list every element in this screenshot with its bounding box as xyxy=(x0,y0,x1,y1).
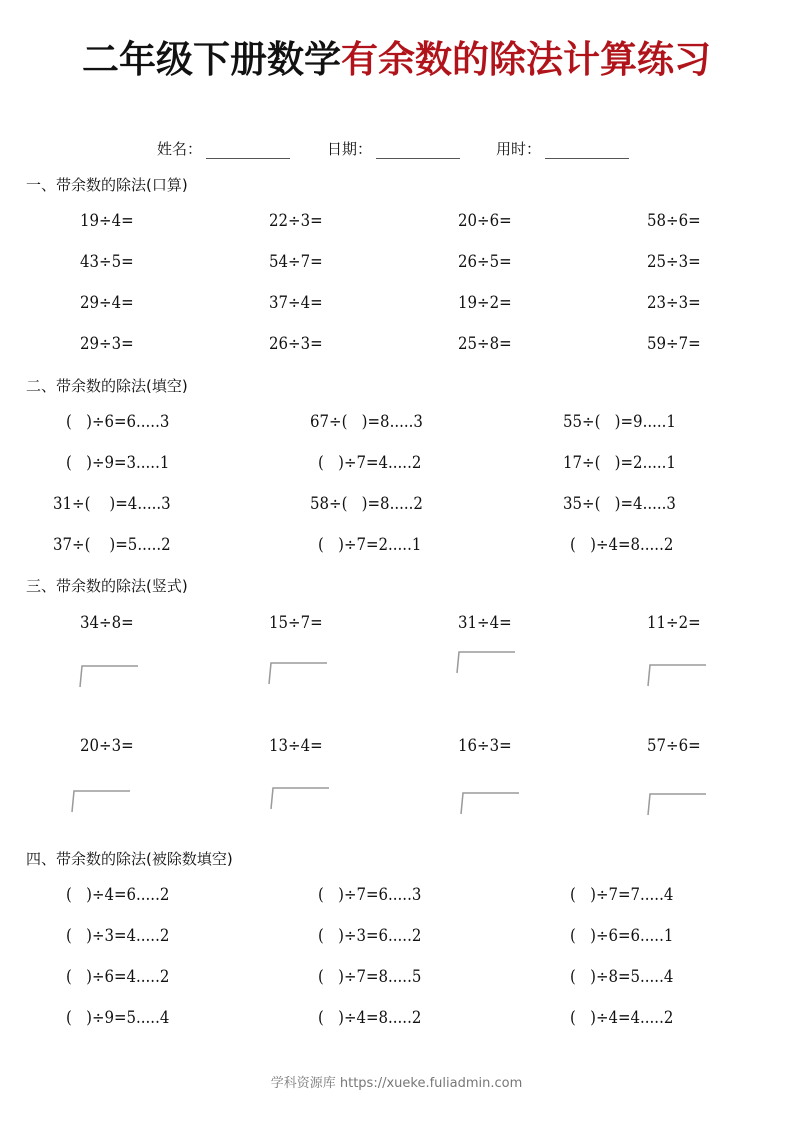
problem: 29÷3= xyxy=(80,334,134,354)
problem: 23÷3= xyxy=(647,293,701,313)
date-field xyxy=(327,138,460,159)
problem: 59÷7= xyxy=(647,334,701,354)
problem: 35÷( )=4.....3 xyxy=(563,494,676,514)
problem: 57÷6= xyxy=(647,736,701,756)
time-blank[interactable] xyxy=(545,141,629,159)
problem: ( )÷6=6.....1 xyxy=(570,926,674,946)
problem: 37÷4= xyxy=(269,293,323,313)
problem: ( )÷6=6.....3 xyxy=(66,412,170,432)
problem: ( )÷3=6.....2 xyxy=(318,926,422,946)
problem: ( )÷4=8.....2 xyxy=(318,1008,422,1028)
title-black-part: 二年级下册数学 xyxy=(82,38,341,81)
footer-watermark: 学科资源库 https://xueke.fuliadmin.com xyxy=(270,1076,523,1091)
problem: 34÷8= xyxy=(80,613,134,633)
problem: 17÷( )=2.....1 xyxy=(563,453,676,473)
problem: 19÷4= xyxy=(80,211,134,231)
problem: 25÷3= xyxy=(647,252,701,272)
problem: 58÷( )=8.....2 xyxy=(310,494,423,514)
long-division-bracket xyxy=(265,660,325,682)
long-division-bracket xyxy=(76,663,136,685)
problem: ( )÷4=4.....2 xyxy=(570,1008,674,1028)
problem: 11÷2= xyxy=(647,613,701,633)
problem: ( )÷3=4.....2 xyxy=(66,926,170,946)
date-blank[interactable] xyxy=(376,141,460,159)
name-field xyxy=(157,138,290,159)
problem: ( )÷6=4.....2 xyxy=(66,967,170,987)
problem: ( )÷7=6.....3 xyxy=(318,885,422,905)
problem: 20÷3= xyxy=(80,736,134,756)
student-info xyxy=(0,138,793,162)
page-title xyxy=(0,36,793,84)
long-division-bracket xyxy=(644,791,704,813)
problem: ( )÷7=2.....1 xyxy=(318,535,422,555)
time-label: 用时： xyxy=(496,140,542,158)
section-4-title: 四、带余数的除法(被除数填空) xyxy=(26,850,233,868)
section-2-title: 二、带余数的除法(填空) xyxy=(26,377,188,395)
problem: 43÷5= xyxy=(80,252,134,272)
problem: 29÷4= xyxy=(80,293,134,313)
problem: 55÷( )=9.....1 xyxy=(563,412,676,432)
section-3-title: 三、带余数的除法(竖式) xyxy=(26,577,188,595)
problem: 13÷4= xyxy=(269,736,323,756)
section-1-title: 一、带余数的除法(口算) xyxy=(26,176,188,194)
problem: 37÷( )=5.....2 xyxy=(53,535,171,555)
problem: ( )÷9=5.....4 xyxy=(66,1008,170,1028)
name-label: 姓名： xyxy=(157,140,203,158)
problem: 26÷3= xyxy=(269,334,323,354)
long-division-bracket xyxy=(453,649,513,671)
problem: ( )÷9=3.....1 xyxy=(66,453,170,473)
title-red-part: 有余数的除法计算练习 xyxy=(341,38,711,81)
problem: 19÷2= xyxy=(458,293,512,313)
problem: 20÷6= xyxy=(458,211,512,231)
long-division-bracket xyxy=(267,785,327,807)
problem: ( )÷7=4.....2 xyxy=(318,453,422,473)
date-label: 日期： xyxy=(327,140,373,158)
problem: ( )÷8=5.....4 xyxy=(570,967,674,987)
problem: ( )÷7=7.....4 xyxy=(570,885,674,905)
long-division-bracket xyxy=(68,788,128,810)
long-division-bracket xyxy=(457,790,517,812)
problem: 15÷7= xyxy=(269,613,323,633)
problem: 58÷6= xyxy=(647,211,701,231)
problem: ( )÷7=8.....5 xyxy=(318,967,422,987)
problem: 25÷8= xyxy=(458,334,512,354)
name-blank[interactable] xyxy=(206,141,290,159)
problem: ( )÷4=8.....2 xyxy=(570,535,674,555)
problem: 31÷( )=4.....3 xyxy=(53,494,171,514)
long-division-bracket xyxy=(644,662,704,684)
problem: 67÷( )=8.....3 xyxy=(310,412,423,432)
problem: 31÷4= xyxy=(458,613,512,633)
time-field xyxy=(496,138,629,159)
problem: 54÷7= xyxy=(269,252,323,272)
problem: 16÷3= xyxy=(458,736,512,756)
problem: 22÷3= xyxy=(269,211,323,231)
problem: ( )÷4=6.....2 xyxy=(66,885,170,905)
problem: 26÷5= xyxy=(458,252,512,272)
